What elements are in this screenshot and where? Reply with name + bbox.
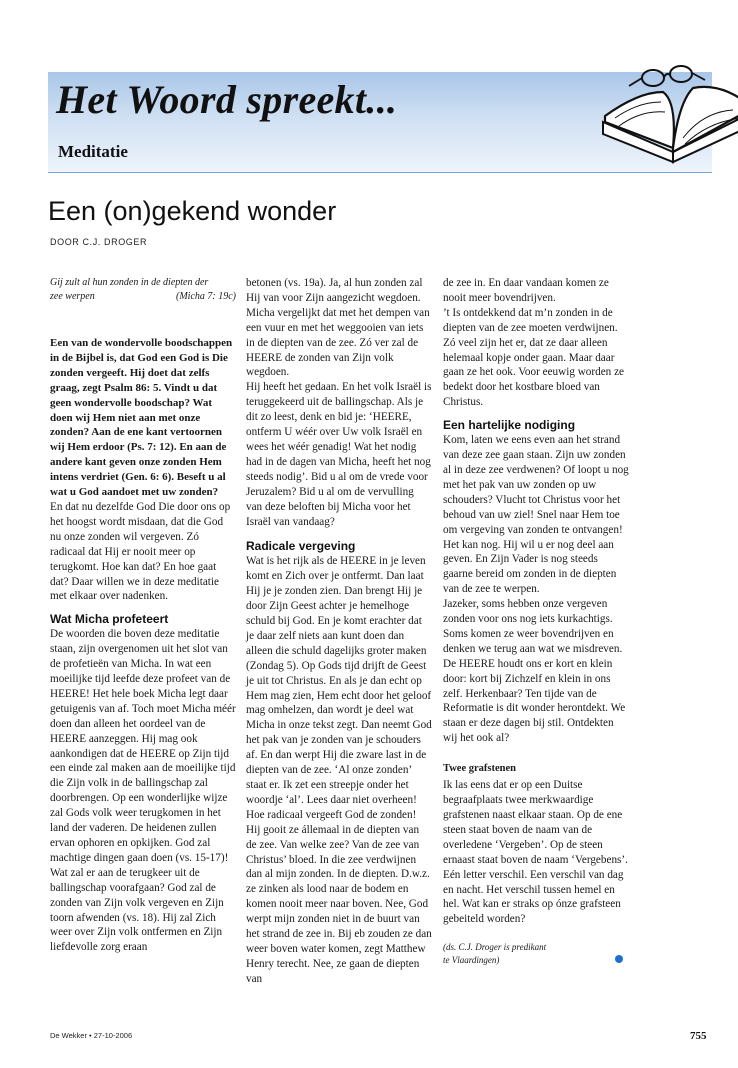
scripture-quote <box>50 276 236 304</box>
section-subtitle: Meditatie <box>58 142 128 161</box>
body-paragraph: De woorden die boven deze meditatie staan, zijn overgenomen uit het slot van de profetieën van Micha. In wat een moeilijke tijd leefde deze profeet van de HEERE! Het hele boek Micha legt daar getuigenis van af. Toch moet Micha méér doen dan alleen het oordeel van de HEERE aanzeggen. Hij mag ook aankondigen dat de HEERE op Zijn tijd een einde zal maken aan de moeilijke tijd die Zijn volk in de ballingschap zal doorbrengen. Op een wonderlijke wijze zal Gods volk weer terugkomen in het land der vaderen. De heidenen zullen ervan ophoren en opkijken. God zal machtige dingen gaan doen (vs. 15-17)! <box>50 628 236 864</box>
byline: DOOR C.J. DROGER <box>50 237 148 247</box>
quote-line-2-row <box>50 290 236 304</box>
author-note <box>443 941 629 967</box>
quote-line-1: Gij zult al hun zonden in de diepten der <box>50 277 209 288</box>
section-heading-nodiging: Een hartelijke nodiging <box>443 418 576 433</box>
article-title: Een (on)gekend wonder <box>48 196 337 226</box>
column-1 <box>50 276 236 955</box>
section-heading-vergeving: Radicale vergeving <box>246 539 356 554</box>
quote-reference: (Micha 7: 19c) <box>176 291 236 302</box>
body-paragraph: Ik las eens dat er op een Duitse begraafplaats twee merkwaardige grafstenen naast elkaar staan. Op de ene steen staat boven de naam van de overledene ‘Vergeben’. Op de steen ernaast staat boven de naam ‘Vergebens’. Eén letter verschil. Een verschil van dag en nacht. Het verschil tussen hemel en hel. Wat kan er straks op ónze grafsteen gebeiteld worden? <box>443 779 628 926</box>
body-paragraph: Kom, laten we eens even aan het strand van deze zee gaan staan. Zijn uw zonden al in deze zee verdwenen? Of loopt u nog met het pak van uw zonden op uw schouders? Vlucht tot Christus voor het behoud van uw ziel! Snel naar Hem toe om vergeving van zonden te ontvangen! Het kan nog. Hij wil u er nog deel aan geven. En Zijn Vader is nog steeds gaarne bereid om zonden in de diepten van de zee te werpen. <box>443 434 629 596</box>
section-title: Het Woord spreekt... <box>56 77 398 122</box>
footer-publication: De Wekker • 27-10-2006 <box>50 1031 133 1040</box>
header-banner <box>48 72 712 173</box>
author-line-2: te Vlaardingen) <box>443 955 500 966</box>
body-paragraph: betonen (vs. 19a). Ja, al hun zonden zal Hij van voor Zijn aangezicht wegdoen. Micha vergelijkt dat met het dempen van een vuur en met het weggooien van iets in de diepten van de zee. Zó ver zal de HEERE de zonden van Zijn volk wegdoen. <box>246 277 430 379</box>
quote-line-2: zee werpen <box>50 291 95 302</box>
body-paragraph: Wat is het rijk als de HEERE in je leven komt en Zich over je ontfermt. Dan laat Hij je je zonden zien. Dan brengt Hij je door Zijn Geest achter je hemelhoge schuld bij God. En je komt erachter dat je daar zelf niets aan kunt doen dan alleen die schuld dagelijks groter maken (Zondag 5). Op Gods tijd drijft de Geest je uit tot Christus. En als je dan echt op Hem mag zien, Hem echt door het geloof mag omhelzen, dan wordt je deel wat Micha in onze tekst zegt. Dan neemt God het pak van je zonden van je schouders af. En dan werpt Hij die zware last in de diepten van de zee. ‘Al onze zonden’ staat er. Ik zet een streepje onder het woordje ‘al’. Lees daar niet overheen! Hoe radicaal vergeeft God de zonden! Hij gooit ze állemaal in de diepten van de zee. Van welke zee? Van de zee van Christus’ bloed. In die zee verdwijnen dan al mijn zonden. In de diepten. D.w.z. ze zinken als lood naar de bodem en komen nooit meer naar boven. Nee, God werpt mijn zonden niet in de buurt van het strand de zee in. Bij eb zouden ze dan weer boven water komen, zegt Matthew Henry terecht. Nee, ze gaan de diepten van <box>246 555 432 985</box>
body-paragraph: de zee in. En daar vandaan komen ze nooit meer bovendrijven. <box>443 277 609 304</box>
page-number: 755 <box>690 1030 707 1042</box>
section-heading-micha: Wat Micha profeteert <box>50 612 169 627</box>
open-book-with-glasses-icon <box>593 52 738 172</box>
body-paragraph: Jazeker, soms hebben onze vergeven zonden voor ons nog iets kurkachtigs. Soms komen ze weer bovendrijven en denken we terug aan wat we misdreven. De HEERE houdt ons er kort en klein door: kort bij Zichzelf en klein in ons zelf. Herkenbaar? Ten tijde van de Reformatie is dit wonder herontdekt. We staan er deze dagen bij stil. Ontdekten wij het ook al? <box>443 598 626 745</box>
column-3 <box>443 276 629 967</box>
author-line-1: (ds. C.J. Droger is predikant <box>443 942 547 953</box>
lead-paragraph: Een van de wondervolle boodschappen in de Bijbel is, dat God een God is Die zonden vergeeft. Hij doet dat zelfs graag, zegt Psalm 86: 5. Vindt u dat geen wondervolle boodschap? Wat doen wij Hem niet aan met onze zonden? Aan de ene kant vertoornen wij Hem erdoor (Ps. 7: 12). En aan de andere kant geven onze zonden Hem intens verdriet (Gen. 6: 6). Beseft u al wat u God aandoet met uw zonden? <box>50 337 233 499</box>
body-paragraph: Wat zal er aan de terugkeer uit de ballingschap voorafgaan? God zal de zonden van Zijn volk vergeven en Zijn toorn afwenden (vs. 18). Hij zal Zich weer over Zijn volk ontfermen en Zijn liefdevolle zorg eraan <box>50 866 224 954</box>
intro-paragraph: En dat nu dezelfde God Die door ons op het hoogst wordt misdaan, dat die God nu onze zonden wil vergeven. Zó radicaal dat Hij er nooit meer op terugkomt. Hoe kan dat? En hoe gaat dat? Daar willen we in deze meditatie met elkaar over nadenken. <box>50 500 231 603</box>
column-2 <box>246 276 432 987</box>
body-paragraph: Hij heeft het gedaan. En het volk Israël is teruggekeerd uit de ballingschap. Als je dit zo leest, denk en bid je: ‘HEERE, ontferm U wéér over Uw volk Israël en wees het wéér genadig! Wat het nodig had in de dagen van Micha, heeft het nog steeds nodig’. Bid u al om de vrede voor Jeruzalem? Bid u al om de vervulling van deze beloften bij Micha voor het Israël van vandaag? <box>246 381 432 528</box>
body-paragraph: ’t Is ontdekkend dat m’n zonden in de diepten van de zee moeten verdwijnen. Zó veel zijn het er, dat ze daar alleen helemaal kopje onder gaan. Maar daar gaan ze het ook. Voor eeuwig worden ze bedekt door het kostbare bloed van Christus. <box>443 306 625 409</box>
section-heading-grafstenen: Twee grafstenen <box>443 763 516 775</box>
